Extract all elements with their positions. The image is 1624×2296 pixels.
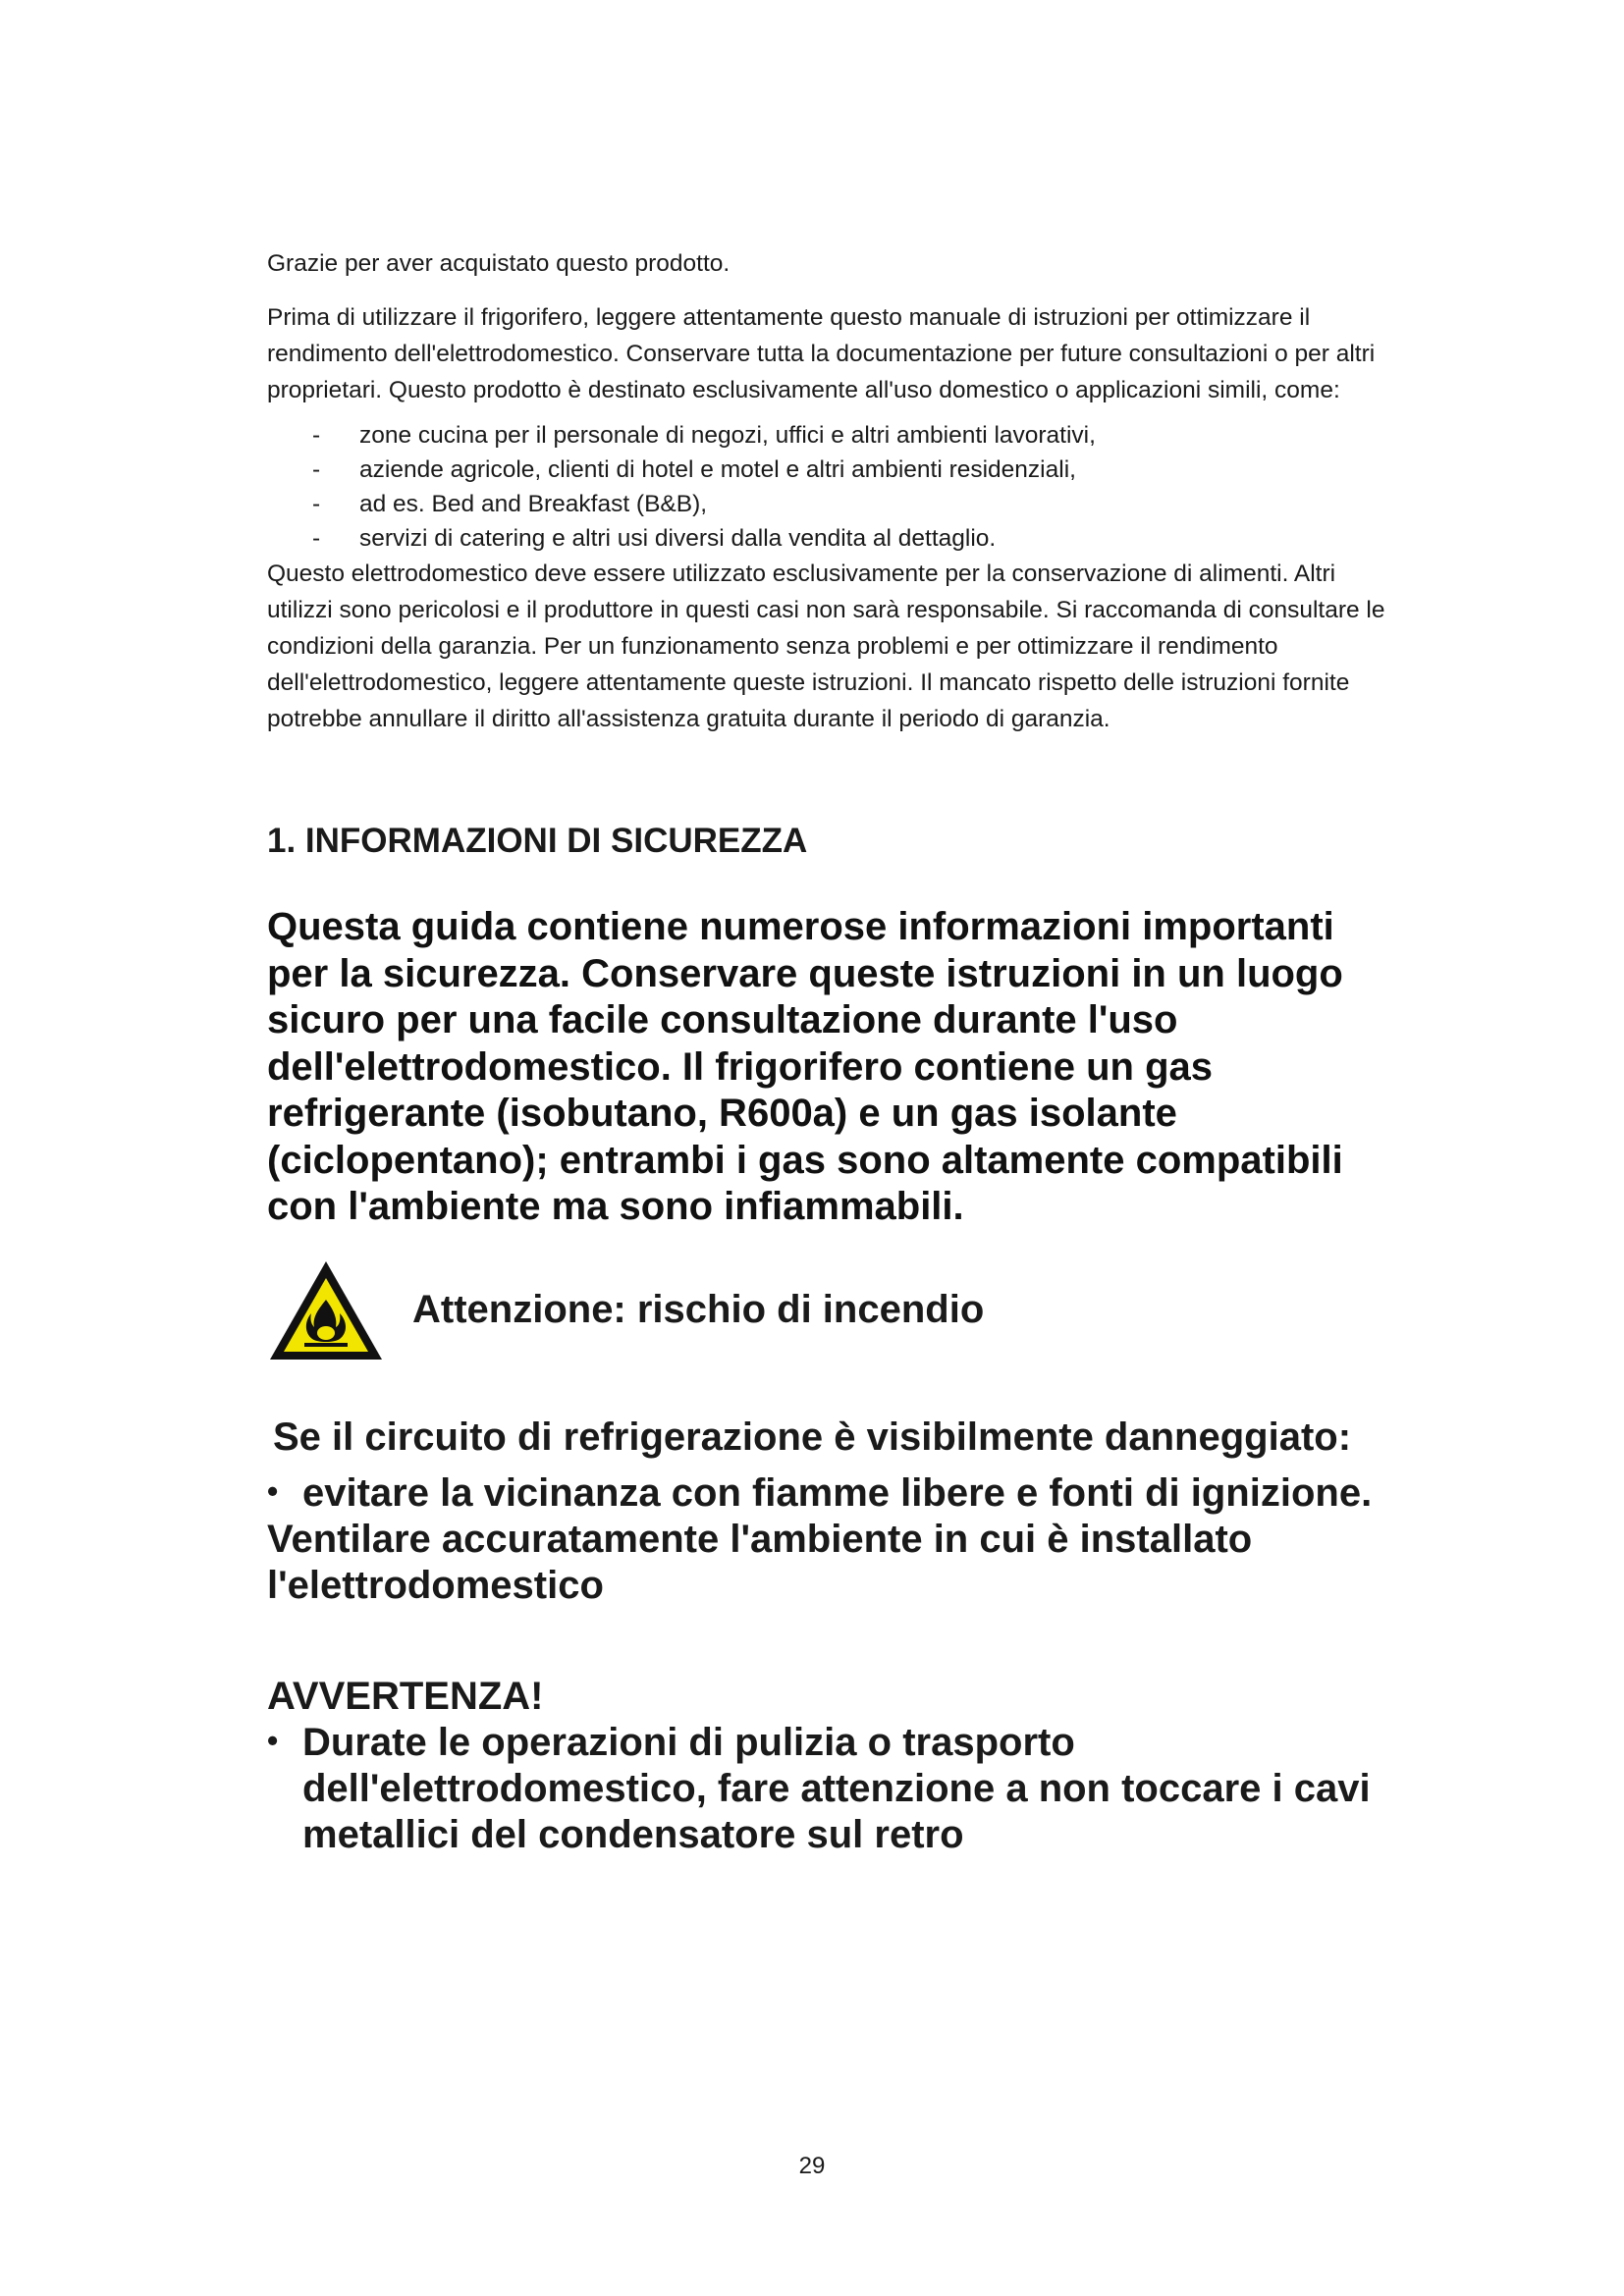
safety-intro: Questa guida contiene numerose informazioni importanti per la sicurezza. Conservare queste istruzioni in un luogo sicuro per una facile consultazione durante l'uso dell'elettrodomestico. Il frigorifero contiene un gas refrigerante (isobutano, R600a) e un gas isolante (ciclopentano); entrambi i gas sono altamente compatibili con l'ambiente ma sono infiammabili.: [267, 905, 1343, 1228]
document-page: [267, 245, 1386, 1858]
usage-list: [267, 418, 1386, 556]
intro-paragraph: Prima di utilizzare il frigorifero, leggere attentamente questo manuale di istruzioni per ottimizzare il rendimento dell'elettrodomestico. Conservare tutta la documentazione per future consultazioni o per altri proprietari. Questo prodotto è destinato esclusivamente all'uso domestico o applicazioni simili, come:: [267, 304, 1376, 403]
list-item: - zone cucina per il personale di negozi, uffici e altri ambienti lavorativi,: [312, 418, 1386, 453]
ventilate-text: Ventilare accuratamente l'ambiente in cui è installato l'elettrodomestico: [267, 1517, 1253, 1607]
usage-paragraph: Questo elettrodomestico deve essere utilizzato esclusivamente per la conservazione di alimenti. Altri utilizzi sono pericolosi e il produttore in questi casi non sarà responsabile. Si raccomanda di consultare le condizioni della garanzia. Per un funzionamento senza problemi e per ottimizzare il rendimento dell'elettrodomestico, leggere attentamente queste istruzioni. Il mancato rispetto delle istruzioni fornite potrebbe annullare il diritto all'assistenza gratuita durante il periodo di garanzia.: [267, 561, 1385, 732]
list-item: - ad es. Bed and Breakfast (B&B),: [312, 487, 1386, 521]
page-number: 29: [798, 2153, 826, 2179]
list-item: • Durate le operazioni di pulizia o trasporto dell'elettrodomestico, fare attenzione a non toccare i cavi metallici del condensatore sul retro: [267, 1720, 1386, 1858]
avvertenza-bullets: [267, 1720, 1386, 1858]
list-item: • evitare la vicinanza con fiamme libere e fonti di ignizione.: [267, 1470, 1386, 1517]
list-item: - servizi di catering e altri usi diversi dalla vendita al dettaglio.: [312, 521, 1386, 556]
avvertenza-heading: AVVERTENZA!: [267, 1674, 544, 1718]
circuit-heading: Se il circuito di refrigerazione è visibilmente danneggiato:: [273, 1415, 1352, 1459]
circuit-bullets: [267, 1470, 1386, 1517]
thanks-text: Grazie per aver acquistato questo prodotto.: [267, 250, 731, 277]
warning-label: Attenzione: rischio di incendio: [412, 1288, 985, 1331]
list-item: - aziende agricole, clienti di hotel e motel e altri ambienti residenziali,: [312, 453, 1386, 487]
fire-warning: [267, 1258, 1386, 1362]
section-heading: 1. INFORMAZIONI DI SICUREZZA: [267, 822, 808, 860]
fire-hazard-triangle-icon: [267, 1258, 385, 1362]
